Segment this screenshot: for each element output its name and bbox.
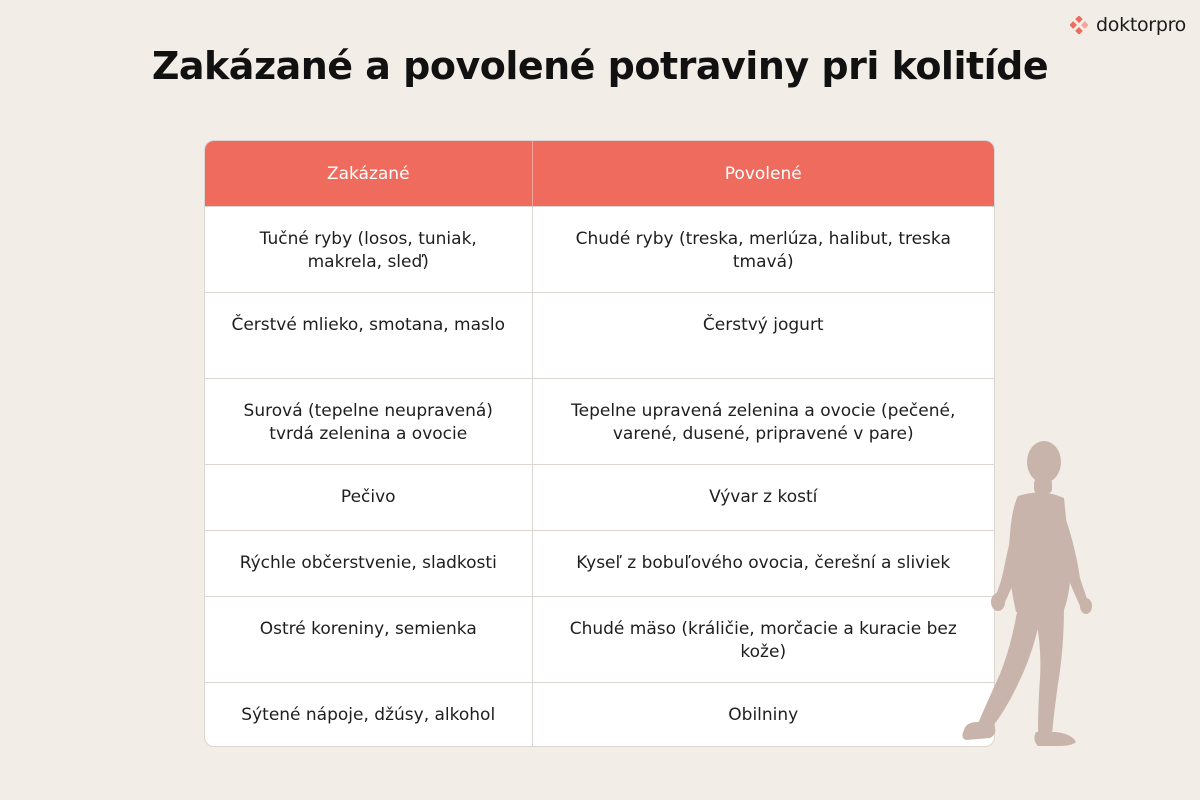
food-table <box>204 140 995 747</box>
table-row <box>205 683 994 748</box>
table-header-row <box>205 141 994 207</box>
cell-forbidden: Surová (tepelne neupravená) tvrdá zelenina a ovocie <box>205 379 532 465</box>
cell-allowed: Chudé mäso (králičie, morčacie a kuracie bez kože) <box>532 597 994 683</box>
cell-forbidden: Čerstvé mlieko, smotana, maslo <box>205 293 532 379</box>
cell-forbidden: Ostré koreniny, semienka <box>205 597 532 683</box>
cell-forbidden: Rýchle občerstvenie, sladkosti <box>205 531 532 597</box>
page-title: Zakázané a povolené potraviny pri kolitíde <box>151 44 1049 88</box>
four-diamond-logo-icon <box>1070 16 1088 34</box>
cell-forbidden: Tučné ryby (losos, tuniak, makrela, sleď) <box>205 207 532 293</box>
cell-allowed: Čerstvý jogurt <box>532 293 994 379</box>
table-row <box>205 207 994 293</box>
cell-allowed: Tepelne upravená zelenina a ovocie (pečené, varené, dusené, pripravené v pare) <box>532 379 994 465</box>
cell-forbidden: Pečivo <box>205 465 532 531</box>
table-row <box>205 379 994 465</box>
brand-logo <box>1070 14 1186 36</box>
header-allowed: Povolené <box>532 141 994 207</box>
table-row <box>205 531 994 597</box>
cell-forbidden: Sýtené nápoje, džúsy, alkohol <box>205 683 532 748</box>
cell-allowed: Chudé ryby (treska, merlúza, halibut, treska tmavá) <box>532 207 994 293</box>
table-body <box>205 207 994 748</box>
food-table-grid <box>205 141 994 747</box>
brand-name: doktorpro <box>1096 14 1186 36</box>
walking-man-silhouette-icon <box>960 438 1100 748</box>
cell-allowed: Kyseľ z bobuľového ovocia, čerešní a sliviek <box>532 531 994 597</box>
cell-allowed: Vývar z kostí <box>532 465 994 531</box>
table-row <box>205 597 994 683</box>
table-header <box>205 141 994 207</box>
table-row <box>205 465 994 531</box>
table-row <box>205 293 994 379</box>
header-forbidden: Zakázané <box>205 141 532 207</box>
cell-allowed: Obilniny <box>532 683 994 748</box>
